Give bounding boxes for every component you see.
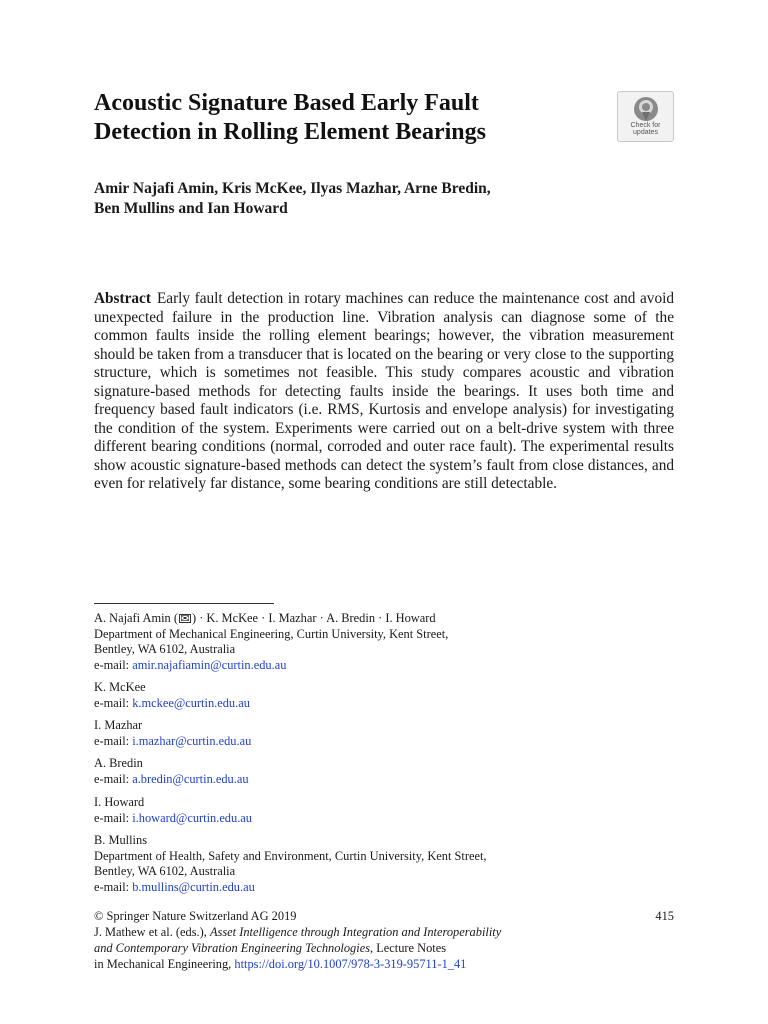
- email-link-howard[interactable]: i.howard@curtin.edu.au: [132, 810, 252, 825]
- affiliation-email-row: [94, 734, 654, 750]
- email-label: e-mail:: [94, 733, 133, 748]
- affiliation-name: K. McKee: [94, 680, 146, 694]
- footnote-rule: [94, 603, 274, 604]
- badge-line-2: updates: [633, 129, 658, 136]
- affiliation-email-row: [94, 772, 654, 788]
- citation-line-1: [94, 924, 674, 940]
- email-label: e-mail:: [94, 810, 133, 825]
- affiliation-dept: Department of Health, Safety and Environment, Curtin University, Kent Street,: [94, 848, 487, 863]
- affiliation-mullins: [94, 833, 654, 895]
- crossmark-icon: [633, 96, 659, 122]
- affiliation-email-row: [94, 811, 654, 827]
- badge-line-1: Check for: [630, 122, 661, 129]
- email-link-mckee[interactable]: k.mckee@curtin.edu.au: [132, 695, 250, 710]
- email-label: e-mail:: [94, 695, 133, 710]
- affiliation-names-start: A. Najafi Amin (: [94, 611, 178, 625]
- author-list: [94, 179, 574, 219]
- book-title-part-1: Asset Intelligence through Integration and Interoperability: [209, 925, 502, 939]
- affiliation-howard: [94, 795, 654, 826]
- affiliation-city: Bentley, WA 6102, Australia: [94, 642, 236, 656]
- affiliation-names: [94, 611, 654, 627]
- series-name: in Mechanical Engineering,: [94, 957, 235, 971]
- email-link-najafiamin[interactable]: amir.najafiamin@curtin.edu.au: [132, 657, 287, 672]
- affiliation-mazhar: [94, 718, 654, 749]
- affiliation-email-row: [94, 658, 654, 674]
- email-link-mazhar[interactable]: i.mazhar@curtin.edu.au: [132, 733, 252, 748]
- copyright: © Springer Nature Switzerland AG 2019: [94, 909, 297, 923]
- affiliation-main: [94, 611, 654, 673]
- check-for-updates-badge[interactable]: [617, 91, 674, 142]
- affiliation-name: I. Mazhar: [94, 718, 143, 732]
- authors-line-2: Ben Mullins and Ian Howard: [94, 200, 288, 217]
- email-link-bredin[interactable]: a.bredin@curtin.edu.au: [132, 771, 249, 786]
- affiliation-dept: Department of Mechanical Engineering, Curtin University, Kent Street,: [94, 626, 449, 641]
- abstract: [94, 290, 674, 494]
- affiliation-name: B. Mullins: [94, 833, 148, 847]
- email-label: e-mail:: [94, 657, 133, 672]
- citation-line-3: [94, 956, 674, 972]
- abstract-heading: Abstract: [94, 290, 151, 307]
- envelope-icon[interactable]: ✉: [180, 613, 190, 625]
- paper-title: [94, 89, 594, 147]
- affiliation-email-row: [94, 880, 654, 896]
- email-label: e-mail:: [94, 879, 133, 894]
- citation-line-2: [94, 940, 674, 956]
- abstract-text: Early fault detection in rotary machines can reduce the maintenance cost and avoid unexpected failure in the production line. Vibration analysis can diagnose some of the common faults inside the rolling element bearings; however, the vibration measurement should be taken from a transducer that is located on the bearing or very close to the supporting structure, which is sometimes not feasible. This study compares acoustic and vibration signature-based methods for detecting faults inside the bearings. It uses both time and frequency based fault indicators (i.e. RMS, Kurtosis and envelope analysis) for investigating the condition of the system. Experiments were carried out on a belt-drive system with three different bearing conditions (normal, corroded and outer race fault). The experimental results show acoustic signature-based methods can detect the system’s fault from close distances, and even for relatively far distance, some bearing conditions are still detectable.: [94, 290, 674, 492]
- email-link-mullins[interactable]: b.mullins@curtin.edu.au: [132, 879, 255, 894]
- title-line-1: Acoustic Signature Based Early Fault: [94, 90, 479, 116]
- title-line-2: Detection in Rolling Element Bearings: [94, 119, 486, 145]
- page-number: 415: [655, 909, 674, 923]
- affiliation-email-row: [94, 696, 654, 712]
- affiliation-mckee: [94, 680, 654, 711]
- doi-link[interactable]: https://doi.org/10.1007/978-3-319-95711-1_41: [234, 957, 467, 971]
- affiliation-name: A. Bredin: [94, 756, 143, 770]
- affiliation-names-rest: ) · K. McKee · I. Mazhar · A. Bredin · I. Howard: [191, 611, 436, 625]
- book-title-part-2: and Contemporary Vibration Engineering Technologies: [94, 941, 371, 955]
- affiliation-bredin: [94, 756, 654, 787]
- affiliation-city: Bentley, WA 6102, Australia: [94, 864, 236, 878]
- affiliation-name: I. Howard: [94, 795, 145, 809]
- email-label: e-mail:: [94, 771, 133, 786]
- editors: J. Mathew et al. (eds.),: [94, 925, 210, 939]
- authors-line-1: Amir Najafi Amin, Kris McKee, Ilyas Mazhar, Arne Bredin,: [94, 180, 491, 197]
- publication-footer: [94, 908, 674, 972]
- series-label: , Lecture Notes: [370, 941, 447, 955]
